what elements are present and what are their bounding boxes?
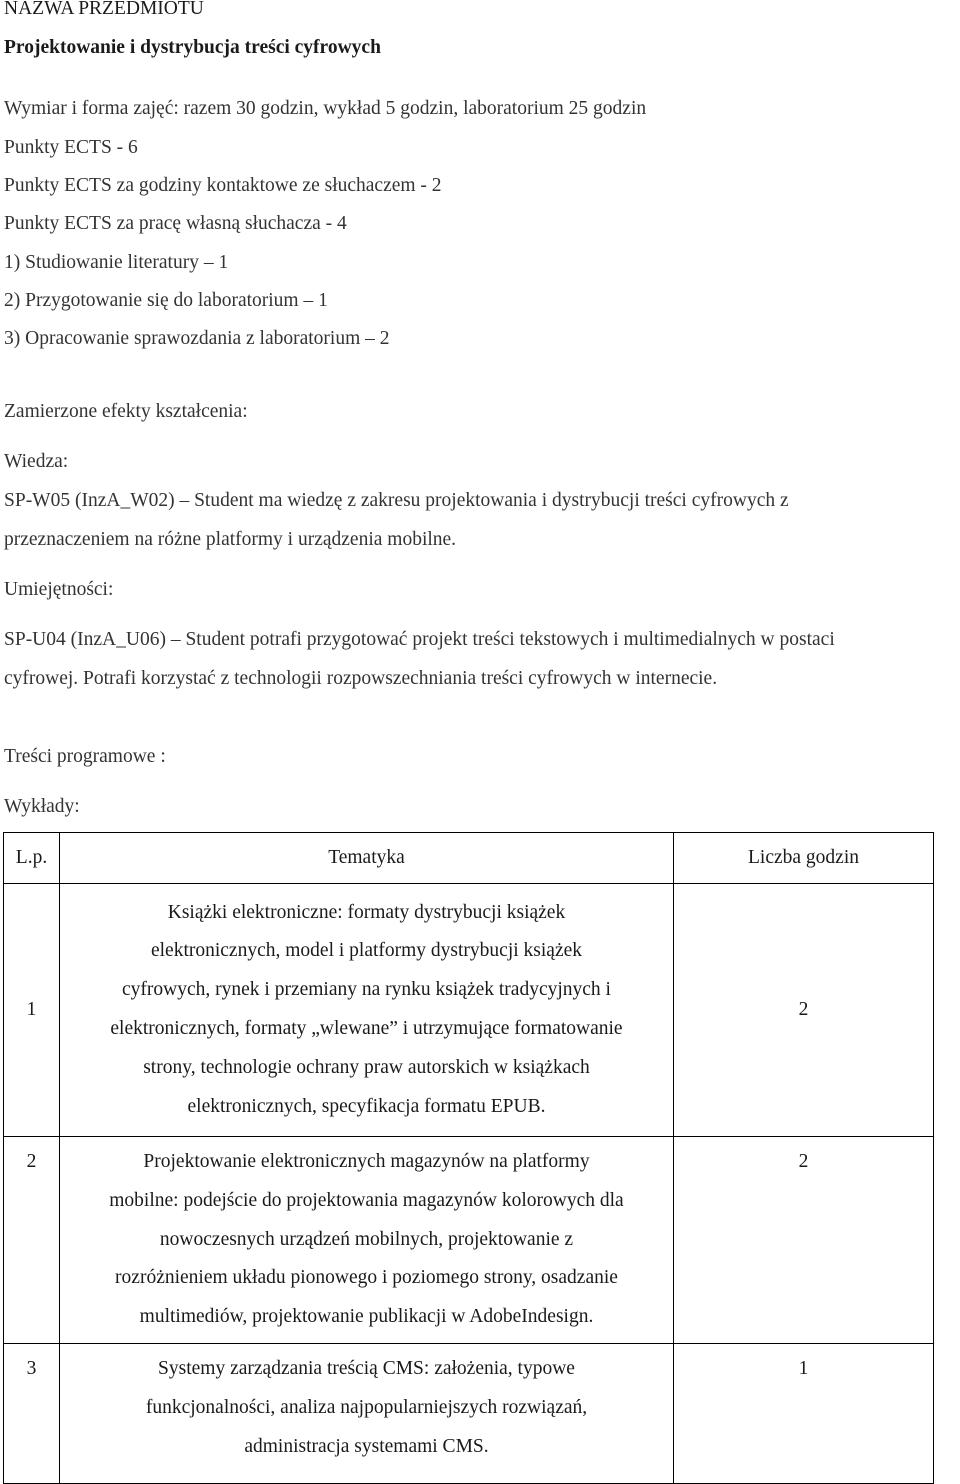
- section-label: NAZWA PRZEDMIOTU: [4, 0, 204, 19]
- column-header-topic: Tematyka: [60, 833, 674, 884]
- knowledge-label: Wiedza:: [4, 451, 69, 472]
- row-topic: [60, 1343, 674, 1483]
- lectures-table: [3, 832, 934, 1484]
- info-line: Punkty ECTS za godziny kontaktowe ze słuchaczem - 2: [4, 175, 442, 196]
- topic-line: administracja systemami CMS.: [244, 1435, 489, 1457]
- column-header-hours: Liczba godzin: [674, 833, 934, 884]
- table-row: [4, 884, 934, 1137]
- outcomes-heading: Zamierzone efekty kształcenia:: [4, 401, 248, 422]
- row-hours: 2: [674, 884, 934, 1137]
- table-header-row: [4, 833, 934, 884]
- info-line: Punkty ECTS za pracę własną słuchacza - 4: [4, 213, 347, 234]
- info-line: 3) Opracowanie sprawozdania z laboratorium – 2: [4, 328, 390, 349]
- row-hours: 2: [674, 1137, 934, 1344]
- knowledge-outcome-line: SP-W05 (InzA_W02) – Student ma wiedzę z zakresu projektowania i dystrybucji treści cyfrowych z: [4, 490, 789, 511]
- row-lp: 1: [4, 884, 60, 1137]
- topic-line: Systemy zarządzania treścią CMS: założenia, typowe: [158, 1357, 575, 1379]
- skills-label: Umiejętności:: [4, 579, 114, 600]
- table-row: [4, 1343, 934, 1483]
- knowledge-outcome-line: przeznaczeniem na różne platformy i urządzenia mobilne.: [4, 529, 457, 550]
- course-title: Projektowanie i dystrybucja treści cyfrowych: [4, 37, 381, 58]
- row-lp: 3: [4, 1343, 60, 1483]
- column-header-lp: L.p.: [4, 833, 60, 884]
- program-heading: Treści programowe :: [4, 746, 166, 767]
- topic-line: funkcjonalności, analiza najpopularniejszych rozwiązań,: [145, 1396, 588, 1418]
- topic-line: nowoczesnych urządzeń mobilnych, projektowanie z: [159, 1228, 574, 1250]
- lectures-label: Wykłady:: [4, 796, 80, 817]
- info-line: 2) Przygotowanie się do laboratorium – 1: [4, 290, 328, 311]
- topic-line: rozróżnieniem układu pionowego i poziomego strony, osadzanie: [115, 1267, 618, 1289]
- topic-line: cyfrowych, rynek i przemiany na rynku książek tradycyjnych i: [122, 979, 611, 1001]
- topic-line: strony, technologie ochrany praw autorskich w książkach: [143, 1056, 590, 1078]
- info-line: 1) Studiowanie literatury – 1: [4, 252, 229, 273]
- row-topic: [60, 1137, 674, 1344]
- skills-outcome-line: SP-U04 (InzA_U06) – Student potrafi przygotować projekt treści tekstowych i multimedialnych w postaci: [4, 629, 835, 650]
- topic-line: multimediów, projektowanie publikacji w AdobeIndesign.: [139, 1306, 594, 1328]
- topic-line: Projektowanie elektronicznych magazynów na platformy: [143, 1151, 590, 1172]
- row-lp: 2: [4, 1137, 60, 1344]
- topic-line: elektronicznych, formaty „wlewane” i utrzymujące formatowanie: [110, 1018, 623, 1039]
- info-line: Wymiar i forma zajęć: razem 30 godzin, wykład 5 godzin, laboratorium 25 godzin: [4, 98, 647, 119]
- topic-line: elektronicznych, model i platformy dystrybucji książek: [150, 940, 583, 962]
- topic-line: mobilne: podejście do projektowania magazynów kolorowych dla: [109, 1189, 624, 1211]
- row-topic: [60, 884, 674, 1137]
- table-row: [4, 1137, 934, 1344]
- topic-line: elektronicznych, specyfikacja formatu EPUB.: [187, 1095, 546, 1117]
- row-hours: 1: [674, 1343, 934, 1483]
- info-line: Punkty ECTS - 6: [4, 137, 138, 158]
- skills-outcome-line: cyfrowej. Potrafi korzystać z technologii rozpowszechniania treści cyfrowych w internecie.: [4, 668, 718, 689]
- topic-line: Książki elektroniczne: formaty dystrybucji książek: [167, 901, 566, 923]
